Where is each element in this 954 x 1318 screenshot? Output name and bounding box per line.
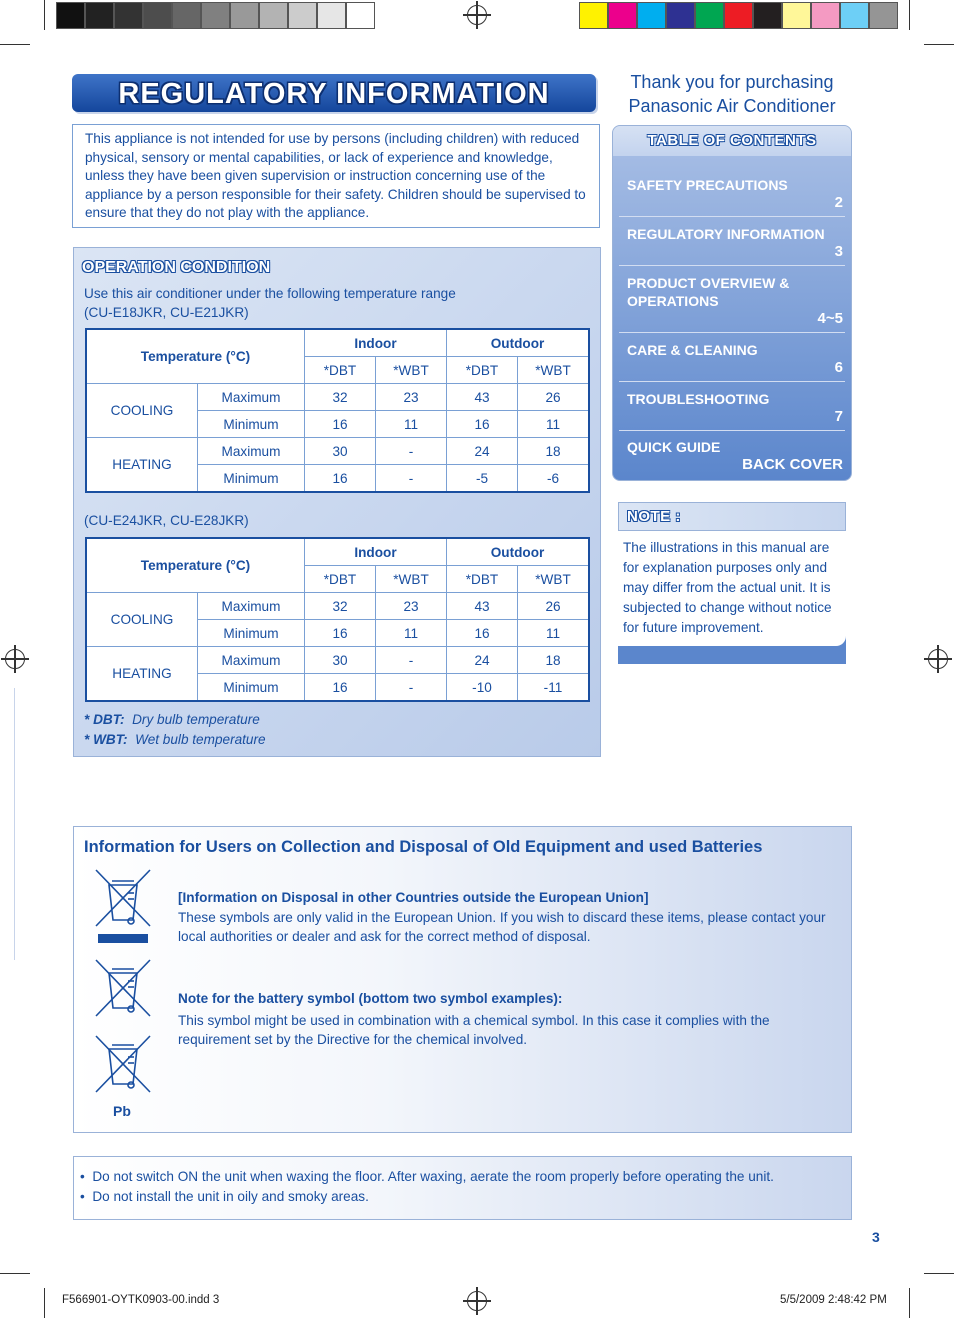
level-label: Minimum [198, 674, 305, 702]
disposal-title: Information for Users on Collection and Disposal of Old Equipment and used Batteries [84, 838, 763, 856]
color-swatch [201, 2, 230, 29]
temperature-table-1 [85, 328, 590, 493]
level-label: Minimum [198, 620, 305, 647]
table-row [86, 384, 589, 411]
color-swatch [114, 2, 143, 29]
toc-page: 7 [834, 408, 843, 425]
crop-mark [909, 1288, 910, 1318]
table-cell: 30 [305, 438, 376, 465]
table-row [86, 647, 589, 674]
footer-file: F566901-OYTK0903-00.indd 3 [62, 1294, 220, 1306]
table-cell: 23 [376, 384, 447, 411]
table-cell: 18 [518, 438, 590, 465]
table-cell: 18 [518, 647, 590, 674]
disposal-section-heading: [Information on Disposal in other Countries outside the European Union] [178, 890, 649, 905]
table-cell: 16 [305, 465, 376, 493]
table-cell: - [376, 465, 447, 493]
page-title: REGULATORY INFORMATION [118, 78, 550, 110]
mode-label: COOLING [86, 593, 198, 647]
header-indoor: Indoor [305, 329, 447, 357]
model-group-2: (CU-E24JKR, CU-E28JKR) [84, 513, 249, 528]
crop-mark [924, 44, 954, 45]
disposal-section-text: This symbol might be used in combination with a chemical symbol. In this case it complies with the requirement set by the Directive for the chemical involved. [178, 1013, 770, 1047]
color-swatch [230, 2, 259, 29]
table-cell: 24 [447, 647, 518, 674]
crossed-bin-icon [94, 868, 152, 946]
color-swatch [724, 2, 753, 29]
table-header-row [86, 538, 589, 566]
header-temperature: Temperature (°C) [86, 329, 305, 384]
color-swatch [56, 2, 85, 29]
toc-item-troubleshooting[interactable] [619, 390, 845, 431]
thank-you-line: Thank you for purchasing [630, 72, 834, 92]
table-cell: 32 [305, 384, 376, 411]
color-swatch [695, 2, 724, 29]
crop-mark [0, 44, 30, 45]
table-cell: -5 [447, 465, 518, 493]
toc-item-care-cleaning[interactable] [619, 341, 845, 382]
header-outdoor: Outdoor [447, 538, 590, 566]
table-cell: -6 [518, 465, 590, 493]
level-label: Minimum [198, 465, 305, 493]
table-cell: 30 [305, 647, 376, 674]
table-cell: 16 [447, 411, 518, 438]
color-swatch [782, 2, 811, 29]
level-label: Maximum [198, 647, 305, 674]
model-group-1: (CU-E18JKR, CU-E21JKR) [84, 305, 249, 320]
table-cell: 23 [376, 593, 447, 620]
disposal-info-panel [73, 826, 852, 1133]
crop-mark [44, 0, 45, 30]
table-cell: 16 [305, 674, 376, 702]
table-cell: 26 [518, 384, 590, 411]
disposal-section-heading: Note for the battery symbol (bottom two symbol examples): [178, 991, 563, 1006]
table-cell: 24 [447, 438, 518, 465]
desc-line: Use this air conditioner under the following temperature range [84, 286, 456, 301]
toc-title: TABLE OF CONTENTS [647, 132, 817, 149]
table-row [86, 593, 589, 620]
table-cell: 11 [376, 620, 447, 647]
footer-timestamp: 5/5/2009 2:48:42 PM [780, 1294, 887, 1306]
toc-label: TROUBLESHOOTING [627, 391, 770, 407]
legend-dbt: * DBT: Dry bulb temperature [84, 712, 260, 727]
toc-item-safety[interactable] [619, 176, 845, 217]
header-indoor: Indoor [305, 538, 447, 566]
color-swatch [85, 2, 114, 29]
table-of-contents [612, 125, 852, 481]
table-cell: - [376, 647, 447, 674]
legend-wbt: * WBT: Wet bulb temperature [84, 732, 266, 747]
header-wbt: *WBT [376, 566, 447, 593]
table-header-row [86, 329, 589, 357]
toc-item-quick-guide[interactable] [619, 438, 845, 476]
header-dbt: *DBT [305, 566, 376, 593]
crop-mark [924, 1273, 954, 1274]
toc-page: 6 [834, 359, 843, 376]
table-cell: - [376, 438, 447, 465]
color-swatch [288, 2, 317, 29]
crossed-bin-battery-icon [94, 958, 152, 1018]
color-swatch [579, 2, 608, 29]
toc-page: BACK COVER [742, 456, 843, 473]
header-dbt: *DBT [447, 566, 518, 593]
mode-label: COOLING [86, 384, 198, 438]
operation-condition-desc [84, 284, 456, 322]
warning-item: • Do not install the unit in oily and smoky areas. [80, 1189, 369, 1204]
toc-label: CARE & CLEANING [627, 342, 758, 358]
crop-mark [44, 1288, 45, 1318]
disposal-section-1 [178, 890, 838, 946]
crop-mark [0, 1273, 30, 1274]
color-swatch [666, 2, 695, 29]
color-swatch [143, 2, 172, 29]
warnings-panel [73, 1156, 852, 1220]
disposal-section-2 [178, 991, 818, 1049]
table-cell: 16 [305, 411, 376, 438]
page-number: 3 [872, 1229, 880, 1245]
thank-you-message [612, 70, 852, 118]
color-swatch [811, 2, 840, 29]
table-cell: 43 [447, 384, 518, 411]
toc-label: PRODUCT OVERVIEW & [627, 275, 790, 291]
toc-label: OPERATIONS [627, 293, 719, 309]
temperature-table-2 [85, 537, 590, 702]
table-row [86, 438, 589, 465]
note-header [618, 502, 846, 531]
table-cell: 16 [305, 620, 376, 647]
level-label: Maximum [198, 384, 305, 411]
header-wbt: *WBT [518, 357, 590, 384]
note-title: NOTE : [627, 508, 681, 525]
toc-header [613, 126, 851, 156]
toc-page: 4~5 [817, 310, 843, 327]
table-cell: 26 [518, 593, 590, 620]
crop-mark [909, 0, 910, 30]
header-outdoor: Outdoor [447, 329, 590, 357]
table-cell: 11 [518, 411, 590, 438]
color-swatch [869, 2, 898, 29]
note-panel [618, 532, 846, 664]
header-temperature: Temperature (°C) [86, 538, 305, 593]
table-legend [84, 710, 266, 750]
header-wbt: *WBT [376, 357, 447, 384]
color-swatch [608, 2, 637, 29]
level-label: Maximum [198, 593, 305, 620]
color-swatch [753, 2, 782, 29]
registration-mark-icon [467, 5, 487, 25]
table-cell: 11 [518, 620, 590, 647]
page-title-banner [72, 74, 596, 112]
table-cell: - [376, 674, 447, 702]
crossed-bin-chemical-icon [94, 1034, 152, 1094]
header-dbt: *DBT [305, 357, 376, 384]
toc-label: REGULATORY INFORMATION [627, 226, 825, 242]
operation-condition-title: OPERATION CONDITION [82, 259, 271, 276]
safety-intro-text: This appliance is not intended for use by persons (including children) with reduced physical, sensory or mental capabilities, or lack of experience and knowledge, unless they have been given supervision or instruction concerning use of the appliance by a person responsible for their safety. Children should be supervised to ensure that they do not play with the appliance. [72, 124, 600, 228]
toc-item-regulatory[interactable] [619, 225, 845, 266]
color-swatch [346, 2, 375, 29]
toc-label: QUICK GUIDE [627, 439, 721, 455]
disposal-section-text: These symbols are only valid in the European Union. If you wish to discard these items, please contact your local authorities or dealer and ask for the correct method of disposal. [178, 910, 826, 944]
color-swatch [172, 2, 201, 29]
thank-you-line: Panasonic Air Conditioner [628, 96, 836, 116]
color-swatch [637, 2, 666, 29]
level-label: Maximum [198, 438, 305, 465]
table-cell: 32 [305, 593, 376, 620]
margin-guide-line [14, 688, 15, 960]
mode-label: HEATING [86, 647, 198, 702]
toc-item-product-overview[interactable] [619, 274, 845, 333]
color-swatch [840, 2, 869, 29]
table-cell: -10 [447, 674, 518, 702]
table-cell: -11 [518, 674, 590, 702]
registration-mark-icon [928, 649, 948, 669]
registration-mark-icon [5, 649, 25, 669]
color-swatch [259, 2, 288, 29]
header-dbt: *DBT [447, 357, 518, 384]
table-cell: 16 [447, 620, 518, 647]
registration-mark-icon [467, 1291, 487, 1311]
chemical-symbol: Pb [113, 1103, 131, 1119]
note-text: The illustrations in this manual are for explanation purposes only and may differ from the actual unit. It is subjected to change without notice for future improvement. [618, 532, 846, 646]
table-cell: 43 [447, 593, 518, 620]
toc-label: SAFETY PRECAUTIONS [627, 177, 788, 193]
level-label: Minimum [198, 411, 305, 438]
warning-item: • Do not switch ON the unit when waxing the floor. After waxing, aerate the room properly before operating the unit. [80, 1169, 774, 1184]
header-wbt: *WBT [518, 566, 590, 593]
table-cell: 11 [376, 411, 447, 438]
mode-label: HEATING [86, 438, 198, 493]
color-swatch [317, 2, 346, 29]
toc-page: 3 [834, 243, 843, 260]
toc-page: 2 [834, 194, 843, 211]
